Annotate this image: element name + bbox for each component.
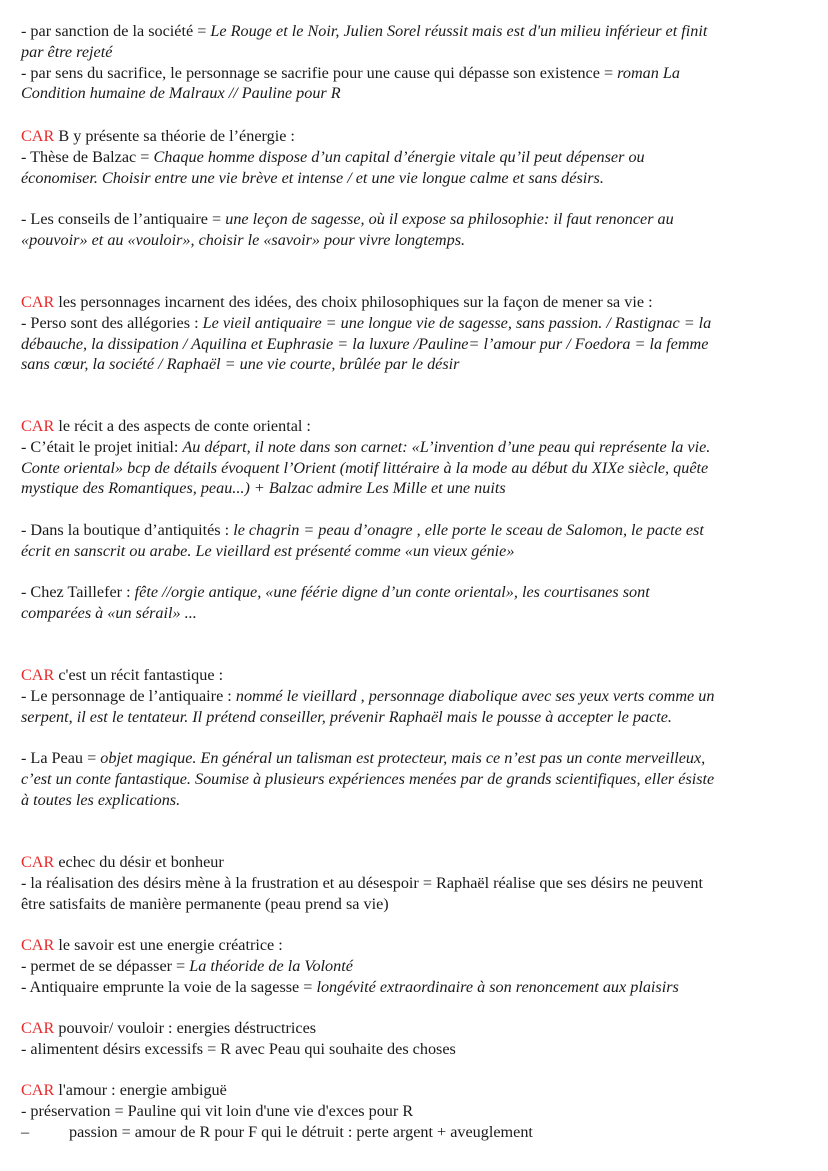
amour-section bbox=[21, 1080, 806, 1142]
text-line: - Chez Taillefer : fête //orgie antique, «une féérie digne d’un conte oriental», les courtisanes sont bbox=[21, 583, 650, 601]
car-label: CAR bbox=[21, 1019, 55, 1037]
oriental-section-3 bbox=[21, 582, 806, 624]
savoir-section bbox=[21, 935, 806, 997]
text-line: économiser. Choisir entre une vie brève et intense / et une vie longue calme et sans désirs. bbox=[21, 168, 604, 187]
fantastique-section bbox=[21, 665, 806, 727]
car-label: CAR bbox=[21, 936, 55, 954]
section-heading: CAR le savoir est une energie créatrice : bbox=[21, 936, 283, 954]
text-line: - Antiquaire emprunte la voie de la sagesse = longévité extraordinaire à son renoncement aux plaisirs bbox=[21, 977, 679, 996]
text-line: - la réalisation des désirs mène à la frustration et au désespoir = Raphaël réalise que ses désirs ne peuvent bbox=[21, 873, 704, 892]
text-line: «pouvoir» et au «vouloir», choisir le «savoir» pour vivre longtemps. bbox=[21, 230, 466, 249]
text-line: mystique des Romantiques, peau...) + Balzac admire Les Mille et une nuits bbox=[21, 479, 506, 498]
section-heading: CAR echec du désir et bonheur bbox=[21, 853, 224, 871]
text-line: - Perso sont des allégories : Le vieil antiquaire = une longue vie de sagesse, sans passion. / Rastignac = la bbox=[21, 313, 712, 332]
text-line: à toutes les explications. bbox=[21, 790, 181, 809]
text-line: – passion = amour de R pour F qui le détruit : perte argent + aveuglement bbox=[21, 1122, 533, 1141]
section-heading: CAR les personnages incarnent des idées, des choix philosophiques sur la façon de mener sa vie : bbox=[21, 293, 653, 311]
oriental-section bbox=[21, 416, 806, 499]
text-line: - Dans la boutique d’antiquités : le chagrin = peau d’onagre , elle porte le sceau de Salomon, le pacte est bbox=[21, 521, 704, 539]
section-heading: CAR le récit a des aspects de conte oriental : bbox=[21, 417, 311, 435]
text-line: - Les conseils de l’antiquaire = une leçon de sagesse, où il expose sa philosophie: il faut renoncer au bbox=[21, 210, 674, 228]
text-line: - par sanction de la société = Le Rouge et le Noir, Julien Sorel réussit mais est d'un milieu inférieur et finit bbox=[21, 22, 708, 40]
bullet-dash: – bbox=[21, 1122, 30, 1141]
car-label: CAR bbox=[21, 853, 55, 871]
car-label: CAR bbox=[21, 666, 55, 684]
text-line: - permet de se dépasser = La théoride de la Volonté bbox=[21, 956, 353, 975]
idees-section bbox=[21, 292, 806, 375]
intro-section bbox=[21, 21, 806, 104]
section-heading: CAR l'amour : energie ambiguë bbox=[21, 1081, 227, 1099]
text-line: être satisfaits de manière permanente (peau prend sa vie) bbox=[21, 894, 389, 913]
car-label: CAR bbox=[21, 127, 55, 145]
text-line: - Thèse de Balzac = Chaque homme dispose d’un capital d’énergie vitale qu’il peut dépenser ou bbox=[21, 147, 645, 166]
car-label: CAR bbox=[21, 1081, 55, 1099]
desir-section bbox=[21, 852, 806, 914]
text-line: Conte oriental» bcp de détails évoquent l’Orient (motif littéraire à la mode au début du XIXe siècle, quête bbox=[21, 458, 709, 477]
text-line: - préservation = Pauline qui vit loin d'une vie d'exces pour R bbox=[21, 1101, 414, 1120]
energie-section bbox=[21, 126, 806, 188]
text-line: serpent, il est le tentateur. Il prétend conseiller, prévenir Raphaël mais le pousse à accepter le pacte. bbox=[21, 707, 672, 726]
text-line: comparées à «un sérail» ... bbox=[21, 603, 197, 622]
section-heading: CAR pouvoir/ vouloir : energies déstructrices bbox=[21, 1019, 317, 1037]
text-line: débauche, la dissipation / Aquilina et Euphrasie = la luxure /Pauline= l’amour pur / Foedora = la femme bbox=[21, 334, 709, 353]
text-line: - Le personnage de l’antiquaire : nommé le vieillard , personnage diabolique avec ses yeux verts comme un bbox=[21, 686, 715, 705]
text-line: sans cœur, la société / Raphaël = une vie courte, brûlée par le désir bbox=[21, 355, 460, 374]
oriental-section-2 bbox=[21, 520, 806, 562]
text-line: - alimentent désirs excessifs = R avec Peau qui souhaite des choses bbox=[21, 1039, 456, 1058]
text-line: par être rejeté bbox=[21, 42, 113, 61]
text-line: Condition humaine de Malraux // Pauline pour R bbox=[21, 84, 341, 103]
text-line: - C’était le projet initial: Au départ, il note dans son carnet: «L’invention d’une peau qui représente la vie. bbox=[21, 437, 711, 456]
text-line: écrit en sanscrit ou arabe. Le vieillard est présenté comme «un vieux génie» bbox=[21, 541, 515, 560]
car-label: CAR bbox=[21, 293, 55, 311]
fantastique-section-2 bbox=[21, 748, 806, 810]
car-label: CAR bbox=[21, 417, 55, 435]
text-line: c’est un conte fantastique. Soumise à plusieurs expériences menées par de grands scientifiques, eller ésiste bbox=[21, 769, 715, 788]
pouvoir-section bbox=[21, 1018, 806, 1060]
text-line: - La Peau = objet magique. En général un talisman est protecteur, mais ce n’est pas un conte merveilleux, bbox=[21, 749, 706, 767]
text-line: - par sens du sacrifice, le personnage se sacrifie pour une cause qui dépasse son existence = roman La bbox=[21, 63, 680, 82]
energie-section-2 bbox=[21, 209, 806, 251]
section-heading: CAR B y présente sa théorie de l’énergie : bbox=[21, 127, 295, 145]
section-heading: CAR c'est un récit fantastique : bbox=[21, 666, 224, 684]
